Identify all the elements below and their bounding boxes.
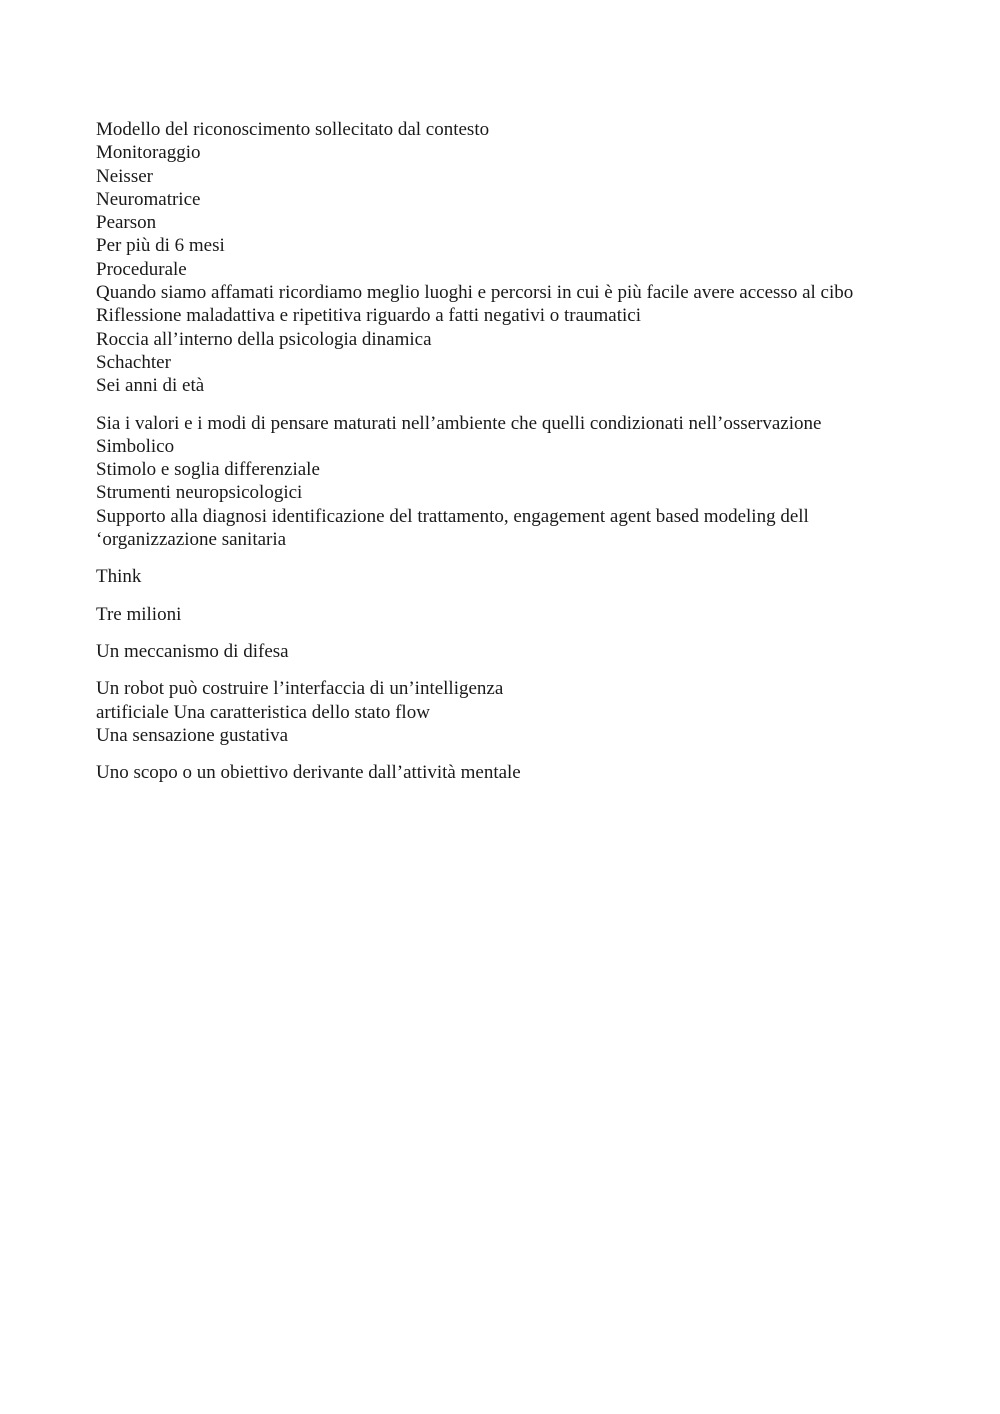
text-line: Un robot può costruire l’interfaccia di un’intelligenza — [96, 678, 504, 700]
text-block — [96, 761, 936, 784]
text-line: Procedurale — [96, 258, 187, 280]
text-block — [96, 412, 936, 552]
text-line: Per più di 6 mesi — [96, 235, 225, 257]
text-line: Una sensazione gustativa — [96, 724, 289, 746]
text-block — [96, 677, 936, 747]
text-line: Modello del riconoscimento sollecitato dal contesto — [96, 119, 490, 140]
text-line: Sei anni di età — [96, 375, 205, 397]
text-line: Neuromatrice — [96, 188, 201, 210]
text-line: Monitoraggio — [96, 142, 201, 164]
text-block — [96, 118, 936, 398]
text-line: Roccia all’interno della psicologia dinamica — [96, 328, 432, 350]
text-block — [96, 565, 936, 588]
text-block — [96, 603, 936, 626]
text-line: Sia i valori e i modi di pensare maturati nell’ambiente che quelli condizionati nell’osservazione — [96, 412, 822, 434]
text-line: Tre milioni — [96, 603, 182, 625]
text-line: Quando siamo affamati ricordiamo meglio luoghi e percorsi in cui è più facile avere accesso al cibo — [96, 282, 854, 304]
text-line: ‘organizzazione sanitaria — [96, 529, 287, 551]
text-line: Strumenti neuropsicologici — [96, 482, 303, 504]
text-line: Supporto alla diagnosi identificazione del trattamento, engagement agent based modeling dell — [96, 505, 809, 527]
text-line: Uno scopo o un obiettivo derivante dall’attività mentale — [96, 762, 521, 784]
answer-list — [96, 118, 936, 798]
text-block — [96, 640, 936, 663]
text-line: Simbolico — [96, 435, 175, 457]
text-line: artificiale Una caratteristica dello stato flow — [96, 701, 430, 723]
text-line: Schachter — [96, 351, 171, 373]
text-line: Think — [96, 566, 142, 588]
text-line: Pearson — [96, 212, 157, 234]
text-line: Un meccanismo di difesa — [96, 640, 289, 662]
text-line: Neisser — [96, 165, 153, 187]
text-line: Stimolo e soglia differenziale — [96, 459, 320, 481]
text-line: Riflessione maladattiva e ripetitiva riguardo a fatti negativi o traumatici — [96, 305, 642, 327]
